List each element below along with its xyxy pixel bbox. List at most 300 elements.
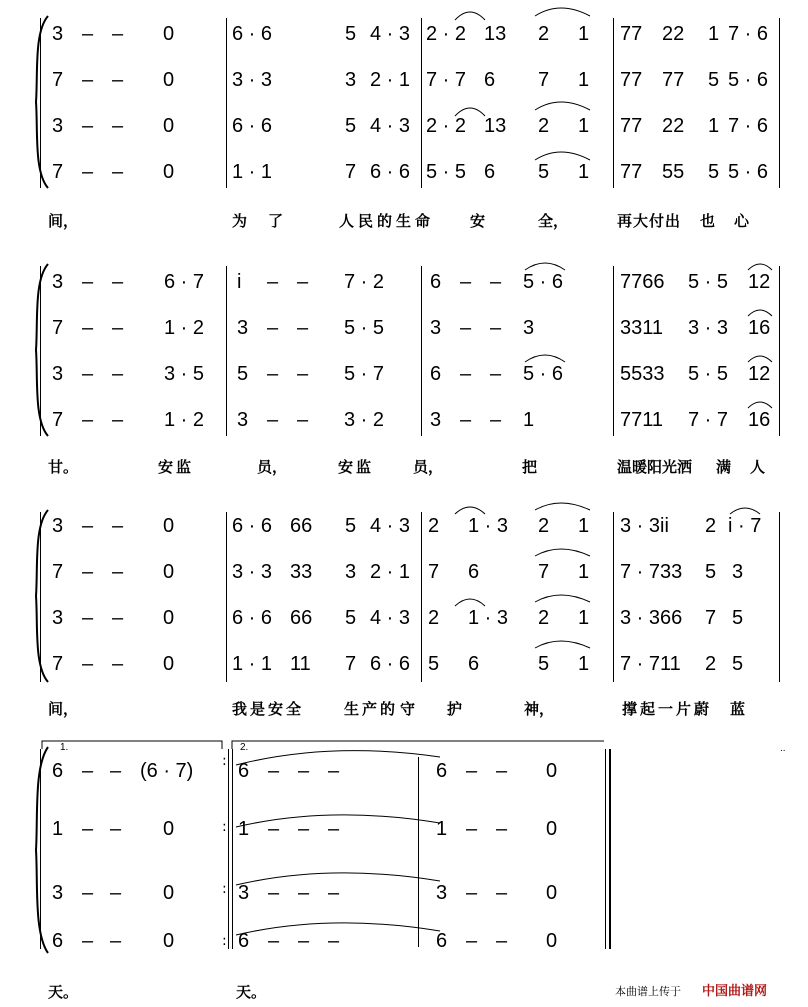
lyric: 生	[396, 212, 412, 230]
note: –	[460, 271, 472, 293]
note: –	[297, 317, 309, 339]
note: 77	[620, 161, 643, 183]
note: 1	[578, 115, 590, 137]
note: –	[112, 363, 124, 385]
note: 3	[430, 409, 442, 431]
note: 5	[705, 561, 717, 583]
lyric: 产	[362, 700, 378, 718]
lyric: 的	[377, 212, 393, 230]
note: i · 7	[728, 515, 762, 537]
svg-text::: :	[222, 881, 227, 897]
note: 3 · 3	[232, 561, 273, 583]
note: 3	[52, 882, 64, 904]
voice-row	[0, 408, 808, 448]
note: –	[490, 271, 502, 293]
note: –	[298, 760, 310, 782]
note: 1	[238, 818, 250, 840]
note: 3 · 3	[232, 69, 273, 91]
note: –	[82, 23, 94, 45]
voice-row	[0, 759, 808, 799]
note: 6	[436, 930, 448, 952]
svg-text::: :	[222, 753, 227, 769]
lyric: 为	[232, 212, 248, 230]
note: 3	[52, 515, 64, 537]
note: 7	[52, 653, 64, 675]
note: 3	[52, 23, 64, 45]
note: –	[268, 930, 280, 952]
lyric: 大	[633, 212, 649, 230]
note: 2 · 1	[370, 69, 411, 91]
note: 3	[237, 317, 249, 339]
note: –	[110, 760, 122, 782]
note: 7	[428, 561, 440, 583]
note: 4 · 3	[370, 23, 411, 45]
note: 3 · 2	[344, 409, 385, 431]
note: 3	[732, 561, 744, 583]
note: 1	[578, 607, 590, 629]
note: –	[298, 882, 310, 904]
note: 7 · 6	[728, 23, 769, 45]
note: 6	[484, 161, 496, 183]
note: –	[268, 760, 280, 782]
note: 7	[52, 409, 64, 431]
note: 3	[436, 882, 448, 904]
note: –	[328, 818, 340, 840]
note: –	[268, 818, 280, 840]
lyrics-line	[0, 210, 808, 234]
note: –	[82, 818, 94, 840]
note: 7	[52, 161, 64, 183]
lyric: 安	[338, 458, 354, 476]
note: –	[112, 317, 124, 339]
note: 2	[538, 115, 550, 137]
note: 7	[52, 561, 64, 583]
note: 3 · 3ii	[620, 515, 669, 537]
note: –	[82, 409, 94, 431]
note: –	[112, 69, 124, 91]
corner-mark: ..	[780, 743, 786, 754]
note: 4 · 3	[370, 607, 411, 629]
note: –	[466, 930, 478, 952]
note: 1 · 2	[164, 409, 205, 431]
note: 0	[546, 818, 558, 840]
note: 3	[52, 115, 64, 137]
voice-row	[0, 817, 808, 857]
lyric: 出	[665, 212, 681, 230]
note: (6 · 7)	[140, 760, 194, 782]
note: 5	[732, 653, 744, 675]
note: 66	[290, 515, 313, 537]
note: –	[267, 409, 279, 431]
note: 3	[52, 363, 64, 385]
note: 6	[52, 760, 64, 782]
voice-row	[0, 881, 808, 921]
note: 77	[662, 69, 685, 91]
note: –	[460, 317, 472, 339]
note: 1 · 3	[468, 607, 509, 629]
note: 0	[163, 515, 175, 537]
note: 77	[620, 115, 643, 137]
lyric: 间，	[48, 212, 79, 230]
note: 7	[345, 653, 357, 675]
note: 1	[578, 161, 590, 183]
lyric: 神，	[524, 700, 555, 718]
note: 0	[546, 882, 558, 904]
note: –	[112, 23, 124, 45]
note: 2	[538, 23, 550, 45]
note: 6 · 6	[370, 653, 411, 675]
note: –	[267, 317, 279, 339]
lyric: 温暖阳光洒	[617, 458, 693, 476]
note: 1	[436, 818, 448, 840]
note: 6	[468, 653, 480, 675]
note: –	[82, 760, 94, 782]
lyric: 的	[380, 700, 396, 718]
site-logo[interactable]: 中国曲谱网	[702, 984, 768, 999]
lyric: 命	[415, 212, 431, 230]
note: 0	[163, 561, 175, 583]
note: 33	[290, 561, 313, 583]
voice-row	[0, 652, 808, 692]
note: 7 · 7	[426, 69, 467, 91]
note: 5 · 5	[426, 161, 467, 183]
note: 7766	[620, 271, 665, 293]
note: 77	[620, 23, 643, 45]
lyric: 员，	[413, 458, 444, 476]
note: 3	[52, 607, 64, 629]
note: 77	[620, 69, 643, 91]
note: –	[112, 561, 124, 583]
note: –	[496, 760, 508, 782]
note: 1	[578, 561, 590, 583]
lyric: 蔚	[694, 700, 710, 718]
note: 11	[290, 653, 311, 675]
svg-text::: :	[222, 819, 227, 835]
note: 5	[708, 161, 720, 183]
note: 5533	[620, 363, 665, 385]
voice-row	[0, 316, 808, 356]
note: 5 · 6	[728, 69, 769, 91]
note: 1	[708, 115, 720, 137]
note: 3	[345, 561, 357, 583]
note: 5 · 6	[728, 161, 769, 183]
note: 16	[748, 409, 771, 431]
lyric: 间，	[48, 700, 79, 718]
lyric: 也	[700, 212, 716, 230]
lyric: 全，	[538, 212, 569, 230]
volta-1-label: 1.	[60, 742, 69, 753]
note: –	[82, 882, 94, 904]
note: 6	[436, 760, 448, 782]
note: 3	[523, 317, 535, 339]
lyric: 我	[232, 700, 248, 718]
note: 5 · 7	[344, 363, 385, 385]
note: 6 · 6	[370, 161, 411, 183]
note: 7	[345, 161, 357, 183]
lyric: 天。	[236, 983, 267, 1001]
note: 2	[705, 515, 717, 537]
lyric: 是	[250, 700, 266, 718]
note: 6 · 7	[164, 271, 205, 293]
note: –	[297, 271, 309, 293]
lyric: 付	[649, 212, 665, 230]
note: 3311	[620, 317, 664, 339]
note: –	[490, 317, 502, 339]
note: –	[298, 818, 310, 840]
note: 5	[345, 23, 357, 45]
note: 0	[163, 653, 175, 675]
note: 6 · 6	[232, 23, 273, 45]
note: 0	[546, 760, 558, 782]
note: –	[328, 930, 340, 952]
lyric: 心	[734, 212, 750, 230]
note: 0	[163, 69, 175, 91]
note: –	[297, 409, 309, 431]
note: 2	[538, 607, 550, 629]
lyric: 人	[750, 458, 766, 476]
voice-row	[0, 114, 808, 154]
lyric: 安	[470, 212, 486, 230]
note: –	[82, 561, 94, 583]
note: –	[112, 115, 124, 137]
note: 0	[163, 607, 175, 629]
note: 3 · 366	[620, 607, 683, 629]
lyric: 起	[640, 700, 656, 718]
note: 13	[484, 23, 507, 45]
note: 1 · 2	[164, 317, 205, 339]
lyric: 蓝	[730, 700, 746, 718]
note: –	[112, 515, 124, 537]
note: –	[496, 818, 508, 840]
lyric: 安	[158, 458, 174, 476]
voice-row	[0, 22, 808, 62]
note: 5	[428, 653, 440, 675]
note: 0	[163, 23, 175, 45]
lyric: 员，	[257, 458, 288, 476]
lyric: 生	[344, 700, 360, 718]
note: 22	[662, 23, 685, 45]
note: 6	[484, 69, 496, 91]
note: 3 · 3	[688, 317, 729, 339]
note: 3	[237, 409, 249, 431]
note: –	[466, 818, 478, 840]
voice-row	[0, 160, 808, 200]
note: –	[82, 115, 94, 137]
note: 2	[428, 515, 440, 537]
note: –	[110, 818, 122, 840]
note: 1	[708, 23, 720, 45]
svg-text::: :	[222, 933, 227, 949]
note: –	[297, 363, 309, 385]
note: 1	[52, 818, 64, 840]
note: 4 · 3	[370, 115, 411, 137]
note: –	[460, 363, 472, 385]
note: 7 · 7	[688, 409, 729, 431]
note: –	[82, 363, 94, 385]
note: –	[490, 409, 502, 431]
note: 7 · 6	[728, 115, 769, 137]
note: 3	[238, 882, 250, 904]
note: 0	[163, 882, 175, 904]
note: 7	[538, 561, 550, 583]
note: 5	[708, 69, 720, 91]
note: 16	[748, 317, 771, 339]
note: –	[82, 69, 94, 91]
voice-row	[0, 560, 808, 600]
volta-2-label: 2.	[240, 742, 249, 753]
note: 3 · 5	[164, 363, 205, 385]
note: –	[110, 882, 122, 904]
note: 7 · 711	[620, 653, 681, 675]
note: 0	[546, 930, 558, 952]
lyric: 把	[522, 458, 538, 476]
note: –	[82, 607, 94, 629]
voice-row	[0, 929, 808, 969]
note: –	[460, 409, 472, 431]
note: –	[112, 409, 124, 431]
note: 2	[428, 607, 440, 629]
note: 5 · 5	[688, 363, 729, 385]
note: 3	[430, 317, 442, 339]
note: –	[110, 930, 122, 952]
note: 7711	[620, 409, 664, 431]
note: 6	[430, 363, 442, 385]
lyric: 监	[176, 458, 192, 476]
note: –	[490, 363, 502, 385]
note: 22	[662, 115, 685, 137]
lyric: 撑	[622, 700, 638, 718]
note: 6 · 6	[232, 515, 273, 537]
note: –	[82, 161, 94, 183]
voice-row	[0, 68, 808, 108]
note: –	[328, 760, 340, 782]
lyrics-line	[0, 698, 808, 722]
note: 66	[290, 607, 313, 629]
lyrics-line	[0, 456, 808, 480]
note: 5	[538, 161, 550, 183]
voice-row	[0, 270, 808, 310]
note: –	[112, 607, 124, 629]
lyrics-line	[0, 981, 808, 1005]
lyric: 安	[268, 700, 284, 718]
note: 3	[345, 69, 357, 91]
note: 1 · 1	[232, 653, 273, 675]
note: 2 · 1	[370, 561, 411, 583]
note: 6	[238, 930, 250, 952]
note: 1	[578, 653, 590, 675]
note: 1	[578, 69, 590, 91]
note: 13	[484, 115, 507, 137]
lyric: 人	[339, 212, 355, 230]
lyric: 甘。	[48, 458, 79, 476]
voice-row	[0, 362, 808, 402]
note: 7	[52, 69, 64, 91]
note: –	[466, 882, 478, 904]
note: 2	[538, 515, 550, 537]
note: –	[496, 882, 508, 904]
voice-row	[0, 514, 808, 554]
note: 1 · 3	[468, 515, 509, 537]
voice-row	[0, 606, 808, 646]
lyric: 民	[358, 212, 374, 230]
note: 6	[430, 271, 442, 293]
note: –	[82, 930, 94, 952]
note: –	[466, 760, 478, 782]
note: 5	[732, 607, 744, 629]
note: 5 · 5	[688, 271, 729, 293]
note: 3	[52, 271, 64, 293]
note: i	[237, 271, 242, 293]
note: –	[82, 271, 94, 293]
note: –	[267, 271, 279, 293]
note: 12	[748, 271, 771, 293]
note: 5 · 6	[523, 363, 564, 385]
lyric: 片	[676, 700, 692, 718]
note: 7 · 2	[344, 271, 385, 293]
note: 0	[163, 930, 175, 952]
note: –	[112, 653, 124, 675]
lyric: 守	[400, 700, 416, 718]
note: –	[267, 363, 279, 385]
lyric: 全	[286, 700, 302, 718]
note: 0	[163, 818, 175, 840]
upload-credit: 本曲谱上传于	[615, 985, 681, 998]
note: 5	[345, 515, 357, 537]
note: 7	[538, 69, 550, 91]
note: 6	[238, 760, 250, 782]
note: 5	[538, 653, 550, 675]
note: 2 · 2	[426, 115, 467, 137]
note: 6	[52, 930, 64, 952]
note: 4 · 3	[370, 515, 411, 537]
note: 1 · 1	[232, 161, 273, 183]
note: 7 · 733	[620, 561, 683, 583]
note: 5	[237, 363, 249, 385]
note: 5	[345, 607, 357, 629]
note: 0	[163, 161, 175, 183]
note: 7	[705, 607, 717, 629]
note: 6 · 6	[232, 115, 273, 137]
note: 1	[578, 515, 590, 537]
note: –	[112, 161, 124, 183]
note: –	[328, 882, 340, 904]
lyric: 监	[356, 458, 372, 476]
note: 55	[662, 161, 685, 183]
note: 6	[468, 561, 480, 583]
note: –	[298, 930, 310, 952]
note: 2 · 2	[426, 23, 467, 45]
note: 2	[705, 653, 717, 675]
note: 12	[748, 363, 771, 385]
lyric: 一	[658, 700, 674, 718]
note: –	[82, 317, 94, 339]
lyric: 再	[617, 212, 633, 230]
note: 5 · 5	[344, 317, 385, 339]
note: –	[82, 653, 94, 675]
note: 7	[52, 317, 64, 339]
lyric: 满	[716, 458, 732, 476]
note: 5 · 6	[523, 271, 564, 293]
note: 6 · 6	[232, 607, 273, 629]
note: –	[268, 882, 280, 904]
lyric: 天。	[48, 983, 79, 1001]
note: –	[82, 515, 94, 537]
note: –	[496, 930, 508, 952]
note: 5	[345, 115, 357, 137]
note: –	[112, 271, 124, 293]
lyric: 护	[447, 700, 463, 718]
lyric: 了	[268, 212, 284, 230]
